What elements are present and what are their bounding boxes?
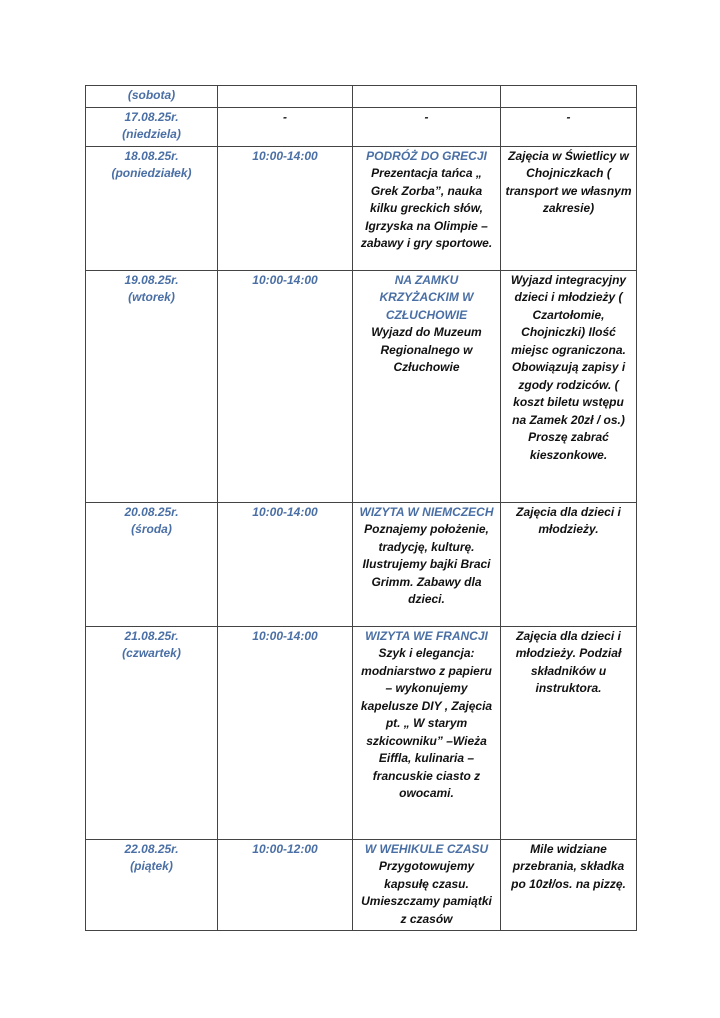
date-text: 22.08.25r. (124, 841, 179, 856)
activity-cell (353, 502, 501, 626)
time-cell (218, 107, 353, 146)
table-row (86, 270, 637, 502)
activity-desc: Wyjazd do Muzeum Regionalnego w Człuchowie (371, 325, 482, 374)
time-text: - (283, 109, 287, 124)
notes-text: Zajęcia dla dzieci i młodzieży. Podział składników u instruktora. (515, 628, 622, 695)
activity-desc: - (424, 109, 429, 124)
time-text: 10:00-14:00 (252, 272, 318, 287)
notes-text: - (566, 109, 571, 124)
activity-cell (353, 146, 501, 270)
activity-title: NA ZAMKU KRZYŻACKIM W CZŁUCHOWIE (379, 272, 474, 322)
table-row (86, 502, 637, 626)
table-row (86, 146, 637, 270)
activity-cell (353, 270, 501, 502)
day-name: (piątek) (130, 859, 173, 873)
day-name: (sobota) (127, 88, 176, 102)
notes-cell (501, 839, 637, 931)
date-cell (86, 146, 218, 270)
time-text: 10:00-14:00 (252, 504, 318, 519)
activity-cell (353, 839, 501, 931)
time-cell (218, 86, 353, 108)
table-row (86, 626, 637, 839)
notes-cell (501, 146, 637, 270)
time-cell (218, 626, 353, 839)
date-cell (86, 626, 218, 839)
notes-cell (501, 270, 637, 502)
notes-text: Mile widziane przebrania, składka po 10zł/os. na pizzę. (511, 841, 626, 891)
notes-cell (501, 107, 637, 146)
time-text: 10:00-14:00 (252, 148, 318, 163)
day-name: (środa) (131, 522, 172, 536)
activity-title: WIZYTA WE FRANCJI (365, 628, 488, 643)
date-cell (86, 839, 218, 931)
table-row (86, 839, 637, 931)
notes-cell (501, 626, 637, 839)
time-cell (218, 146, 353, 270)
activity-cell (353, 107, 501, 146)
day-name: (wtorek) (128, 290, 175, 304)
time-cell (218, 839, 353, 931)
day-name: (poniedziałek) (111, 166, 192, 180)
date-text: 19.08.25r. (124, 272, 179, 287)
activity-cell (353, 626, 501, 839)
activity-desc: Prezentacja tańca „ Grek Zorba”, nauka kilku greckich słów, Igrzyska na Olimpie – zabawy i gry sportowe. (360, 166, 493, 250)
notes-text: Zajęcia dla dzieci i młodzieży. (516, 504, 621, 536)
date-text: 20.08.25r. (124, 504, 179, 519)
schedule-table (85, 85, 637, 931)
day-name: (niedziela) (122, 127, 181, 141)
notes-cell (501, 86, 637, 108)
date-cell (86, 107, 218, 146)
time-cell (218, 270, 353, 502)
day-name: (czwartek) (122, 646, 181, 660)
activity-desc: Poznajemy położenie, tradycję, kulturę. Ilustrujemy bajki Braci Grimm. Zabawy dla dzieci. (362, 522, 491, 606)
table-row (86, 86, 637, 108)
activity-title: W WEHIKULE CZASU (364, 841, 489, 856)
date-text: 17.08.25r. (124, 109, 179, 124)
date-cell (86, 270, 218, 502)
time-text: 10:00-12:00 (252, 841, 318, 856)
time-cell (218, 502, 353, 626)
table-row (86, 107, 637, 146)
activity-title: PODRÓŻ DO GRECJI (366, 148, 487, 163)
notes-text: Zajęcia w Świetlicy w Chojniczkach ( transport we własnym zakresie) (505, 148, 632, 215)
activity-desc: Szyk i elegancja: modniarstwo z papieru – wykonujemy kapelusze DIY , Zajęcia pt. „ W starym szkicowniku” –Wieża Eiffla, kulinaria – francuskie ciasto z owocami. (360, 646, 493, 800)
activity-cell (353, 86, 501, 108)
notes-cell (501, 502, 637, 626)
date-text: 18.08.25r. (124, 148, 179, 163)
date-text: 21.08.25r. (124, 628, 179, 643)
date-cell (86, 86, 218, 108)
notes-text: Wyjazd integracyjny dzieci i młodzieży ( Czartołomie, Chojniczki) Ilość miejsc ograniczona. Obowiązują zapisy i zgody rodziców. ( koszt biletu wstępu na Zamek 20zł / os.) Proszę zabrać kieszonkowe. (510, 272, 627, 462)
date-cell (86, 502, 218, 626)
time-text: 10:00-14:00 (252, 628, 318, 643)
activity-title: WIZYTA W NIEMCZECH (359, 504, 494, 519)
activity-desc: Przygotowujemy kapsułę czasu. Umieszczamy pamiątki z czasów (361, 859, 492, 926)
